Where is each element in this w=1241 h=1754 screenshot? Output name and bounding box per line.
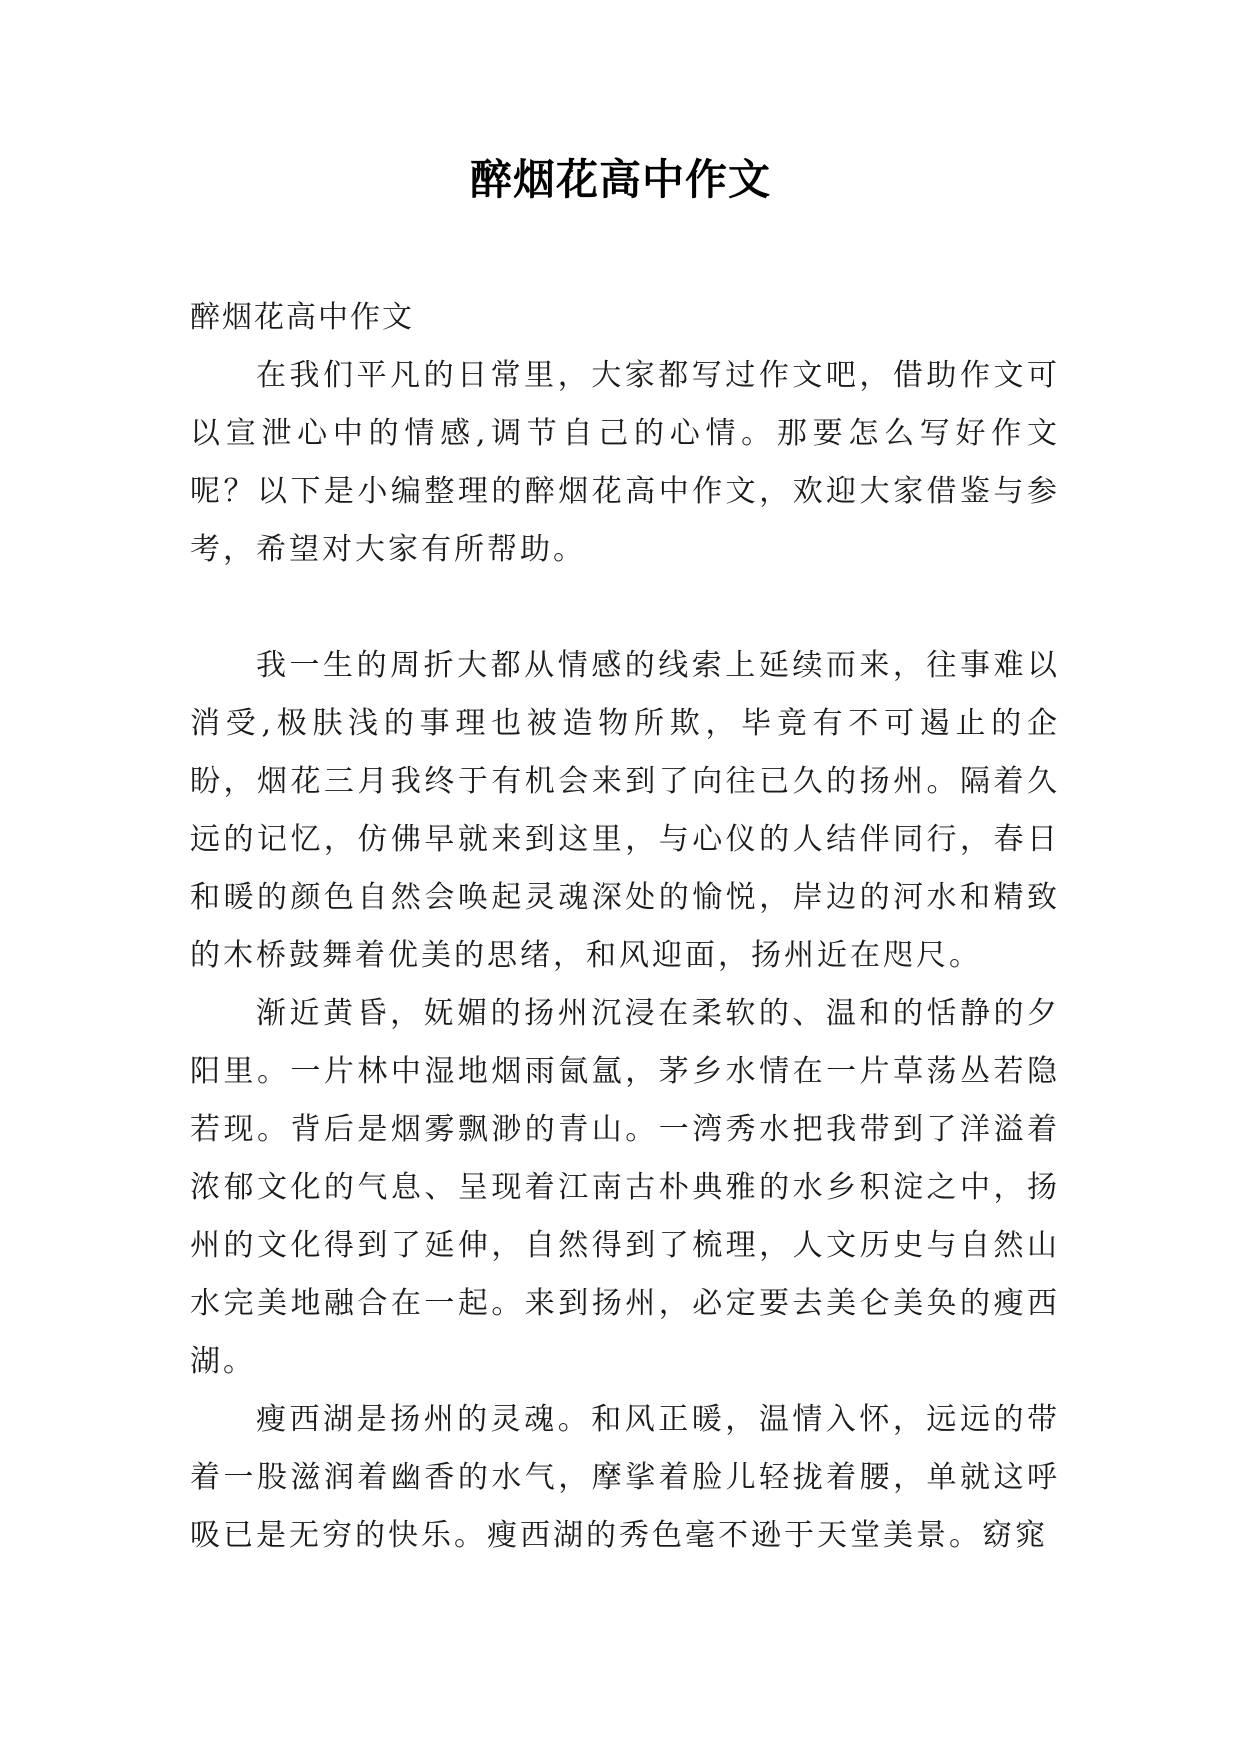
body-paragraph: 渐近黄昏，妩媚的扬州沉浸在柔软的、温和的恬静的夕阳里。一片林中湿地烟雨氤氲，茅乡水情在一片草荡丛若隐若现。背后是烟雾飘渺的青山。一湾秀水把我带到了洋溢着浓郁文化的气息、呈现着江南古朴典雅的水乡积淀之中，扬州的文化得到了延伸，自然得到了梳理，人文历史与自然山水完美地融合在一起。来到扬州，必定要去美仑美奂的瘦西湖。 xyxy=(190,996,1060,1379)
document-subtitle: 醉烟花高中作文 xyxy=(190,300,414,335)
body-paragraph: 我一生的周折大都从情感的线索上延续而来，往事难以消受,极肤浅的事理也被造物所欺，毕竟有不可遏止的企盼，烟花三月我终于有机会来到了向往已久的扬州。隔着久远的记忆，仿佛早就来到这里，与心仪的人结伴同行，春日和暖的颜色自然会唤起灵魂深处的愉悦，岸边的河水和精致的木桥鼓舞着优美的思绪，和风迎面，扬州近在咫尺。 xyxy=(190,648,1060,973)
document-body xyxy=(190,289,1060,1565)
document-title: 醉烟花高中作文 xyxy=(469,155,771,204)
body-paragraph: 瘦西湖是扬州的灵魂。和风正暖，温情入怀，远远的带着一股滋润着幽香的水气，摩挲着脸儿轻拢着腰，单就这呼吸已是无穷的快乐。瘦西湖的秀色毫不逊于天堂美景。窈窕 xyxy=(190,1402,1060,1553)
paragraph-spacer xyxy=(190,579,1060,637)
intro-paragraph: 在我们平凡的日常里，大家都写过作文吧，借助作文可以宣泄心中的情感,调节自己的心情。那要怎么写好作文呢？以下是小编整理的醉烟花高中作文，欢迎大家借鉴与参考，希望对大家有所帮助。 xyxy=(190,358,1060,567)
